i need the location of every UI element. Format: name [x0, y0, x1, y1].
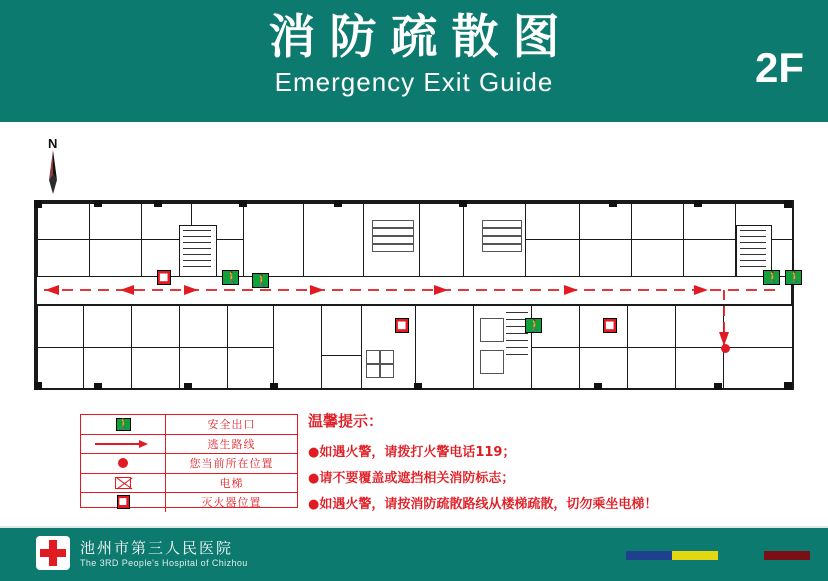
legend-row: [81, 493, 297, 512]
legend-label: 您当前所在位置: [189, 457, 274, 471]
safety-notes: [308, 410, 778, 518]
floor-plan-2f: [34, 200, 794, 390]
fire-extinguisher-icon: ■: [603, 318, 617, 333]
north-label: N: [48, 136, 58, 151]
elevator-icon: [480, 318, 504, 342]
notes-item: ●如遇火警，请按消防疏散路线从楼梯疏散，切勿乘坐电梯！: [308, 497, 658, 512]
legend-row: [81, 415, 297, 435]
legend-label: 灭火器位置: [201, 496, 262, 510]
legend: [80, 414, 298, 508]
emergency-exit-icon: 🚶: [763, 270, 780, 285]
notes-item: ●如遇火警，请拨打火警电话119；: [308, 445, 516, 460]
header-titles: [0, 10, 828, 98]
emergency-exit-icon: 🚶: [252, 273, 269, 288]
legend-row: [81, 454, 297, 474]
plan-canvas: [0, 122, 828, 526]
north-arrow-glyph: [40, 150, 74, 194]
legend-label: 逃生路线: [207, 437, 256, 451]
color-swatches: [626, 551, 810, 560]
floor-badge: 2F: [754, 44, 804, 91]
legend-row: [81, 474, 297, 494]
notes-item: ●请不要覆盖或遮挡相关消防标志；: [308, 471, 515, 486]
notes-title: 温馨提示：: [308, 412, 384, 430]
fire-extinguisher-icon: ■: [81, 493, 166, 512]
you-are-here-dot-icon: [81, 454, 166, 473]
emergency-exit-icon: 🚶: [785, 270, 802, 285]
elevator-icon: [81, 474, 166, 493]
legend-label: 电梯: [219, 476, 244, 490]
legend-row: [81, 435, 297, 455]
footer-divider: [0, 526, 828, 528]
legend-label: 安全出口: [207, 418, 256, 432]
escape-route-arrow-icon: [81, 435, 166, 454]
elevator-icon: [480, 350, 504, 374]
you-are-here-dot-icon: [721, 344, 730, 353]
north-arrow: [40, 136, 74, 192]
red-cross-logo: [36, 536, 70, 570]
organization-name-en: The 3RD People's Hospital of Chizhou: [80, 558, 248, 568]
fire-extinguisher-icon: ■: [157, 270, 171, 285]
emergency-exit-icon: 🚶: [525, 318, 542, 333]
fire-extinguisher-icon: ■: [395, 318, 409, 333]
page-title-cn: 消防疏散图: [268, 10, 574, 65]
emergency-exit-icon: 🚶: [222, 270, 239, 285]
header: [0, 0, 828, 122]
page-title-en: Emergency Exit Guide: [274, 67, 554, 97]
organization-name-cn: 池州市第三人民医院: [80, 539, 234, 557]
emergency-exit-icon: 🚶: [81, 415, 166, 434]
footer: [0, 526, 828, 581]
